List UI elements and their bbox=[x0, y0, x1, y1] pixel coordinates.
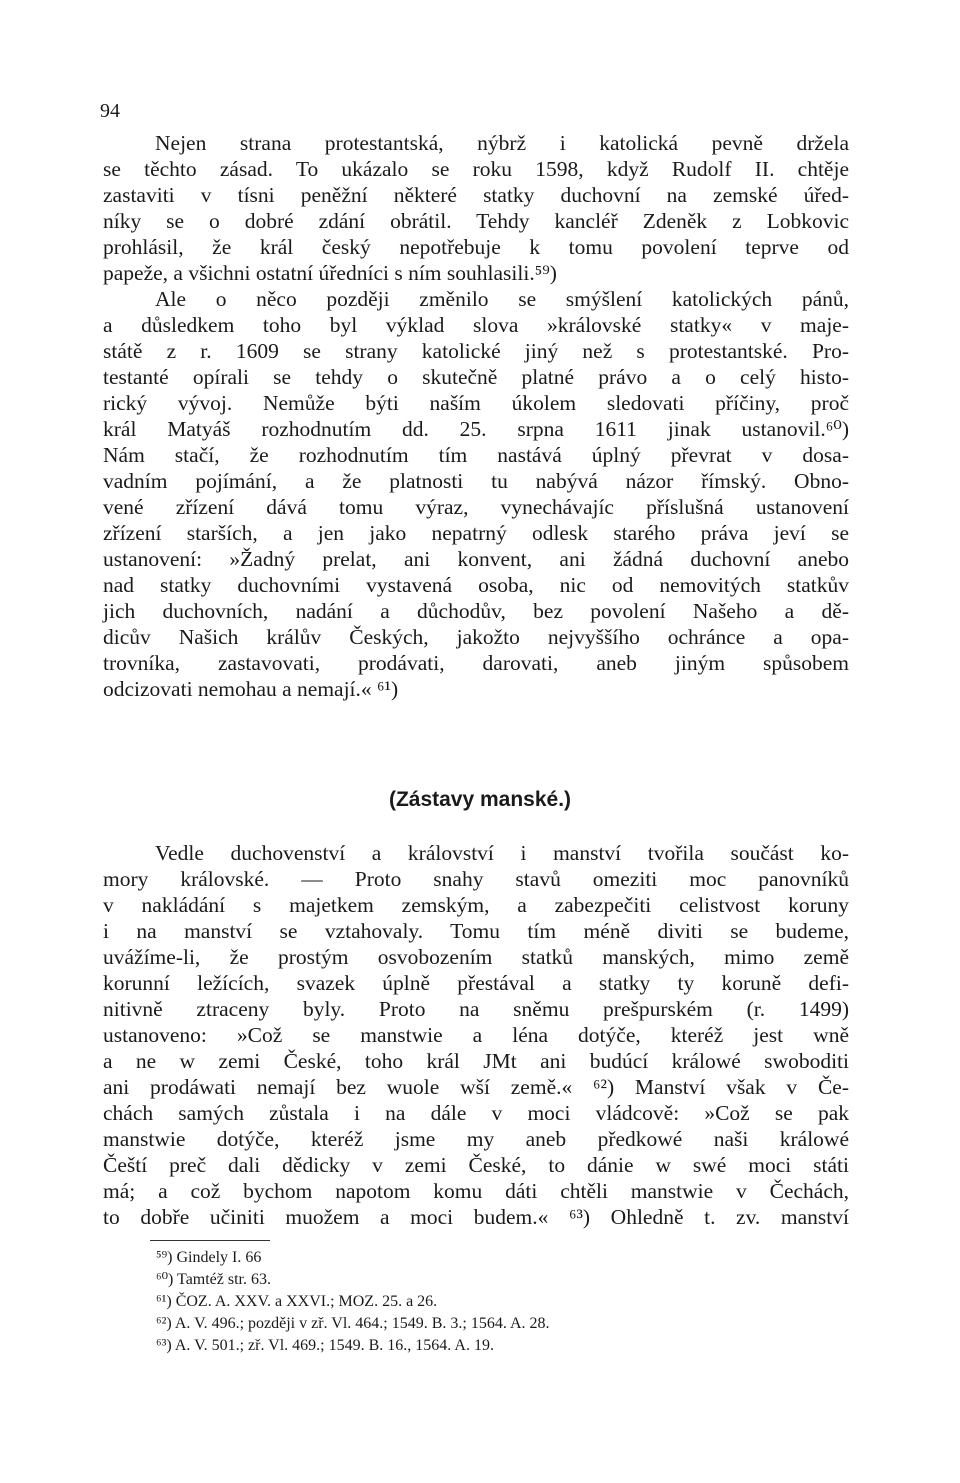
text-line: korunní ležících, svazek úplně přestával a statky ty koruně defi- bbox=[103, 971, 849, 995]
text-line: to dobře učiniti muožem a moci budem.« ⁶³) Ohledně t. zv. manství bbox=[103, 1205, 849, 1229]
text-line: král Matyáš rozhodnutím dd. 25. srpna 1611 jinak ustanovil.⁶⁰) bbox=[103, 417, 849, 441]
text-line: ani prodáwati nemají bez wuole wší země.« ⁶²) Manství však v Če- bbox=[103, 1075, 849, 1099]
text-line: uvážíme-li, že prostým osvobozením statků manských, mimo země bbox=[103, 945, 849, 969]
text-line: i na manství se vztahovaly. Tomu tím méně diviti se budeme, bbox=[103, 919, 849, 943]
text-line: trovníka, zastavovati, prodávati, darovati, aneb jiným spůsobem bbox=[103, 651, 849, 675]
text-line: má; a což bychom napotom komu dáti chtěli manstwie v Čechách, bbox=[103, 1179, 849, 1203]
text-line: ustanovení: »Žadný prelat, ani konvent, ani žádná duchovní anebo bbox=[103, 547, 849, 571]
text-line: dicův Našich králův Českých, jakožto nejvyššího ochránce a opa- bbox=[103, 625, 849, 649]
text-line: Nejen strana protestantská, nýbrž i katolická pevně držela bbox=[155, 131, 849, 155]
text-line: testanté opírali se tehdy o skutečně platné právo a o celý histo- bbox=[103, 365, 849, 389]
footnote: ⁵⁹) Gindely I. 66 bbox=[156, 1249, 262, 1266]
page-number: 94 bbox=[100, 100, 120, 122]
text-line: státě z r. 1609 se strany katolické jiný než s protestantské. Pro- bbox=[103, 339, 849, 363]
text-line: mory královské. — Proto snahy stavů omeziti moc panovníků bbox=[103, 867, 849, 891]
footnote: ⁶¹) ČOZ. A. XXV. a XXVI.; MOZ. 25. a 26. bbox=[156, 1293, 438, 1310]
text-line: a ne w zemi České, toho král JMt ani budúcí králowé swoboditi bbox=[103, 1049, 849, 1073]
text-line: nad statky duchovními vystavená osoba, nic od nemovitých statkův bbox=[103, 573, 849, 597]
text-line: prohlásil, že král český nepotřebuje k tomu povolení teprve od bbox=[103, 235, 849, 259]
text-line: rický vývoj. Nemůže býti naším úkolem sledovati příčiny, proč bbox=[103, 391, 849, 415]
text-line: Čeští preč dali dědicky v zemi České, to dánie w swé moci státi bbox=[103, 1153, 849, 1177]
footnote: ⁶⁰) Tamtéž str. 63. bbox=[156, 1271, 271, 1288]
footnote: ⁶²) A. V. 496.; později v zř. Vl. 464.; 1549. B. 3.; 1564. A. 28. bbox=[156, 1315, 550, 1332]
text-line: papeže, a všichni ostatní úředníci s ním souhlasili.⁵⁹) bbox=[103, 261, 557, 285]
text-line: Vedle duchovenství a království i manství tvořila součást ko- bbox=[155, 841, 849, 865]
footnote-rule bbox=[150, 1240, 270, 1241]
section-heading: (Zástavy manské.) bbox=[388, 788, 572, 811]
text-line: jich duchovních, nadání a důchodův, bez povolení Našeho a dě- bbox=[103, 599, 849, 623]
text-line: zastaviti v tísni peněžní některé statky duchovní na zemské úřed- bbox=[103, 183, 849, 207]
text-line: manstwie dotýče, kteréž jsme my aneb předkowé naši králowé bbox=[103, 1127, 849, 1151]
text-line: nitivně ztraceny byly. Proto na sněmu prešpurském (r. 1499) bbox=[103, 997, 849, 1021]
text-line: níky se o dobré zdání obrátil. Tehdy kancléř Zdeněk z Lobkovic bbox=[103, 209, 849, 233]
text-line: zřízení starších, a jen jako nepatrný odlesk starého práva jeví se bbox=[103, 521, 849, 545]
text-line: odcizovati nemohau a nemají.« ⁶¹) bbox=[103, 677, 399, 701]
footnote: ⁶³) A. V. 501.; zř. Vl. 469.; 1549. B. 16., 1564. A. 19. bbox=[156, 1337, 494, 1354]
text-line: Nám stačí, že rozhodnutím tím nastává úplný převrat v dosa- bbox=[103, 443, 849, 467]
text-line: v nakládání s majetkem zemským, a zabezpečiti celistvost koruny bbox=[103, 893, 849, 917]
text-line: se těchto zásad. To ukázalo se roku 1598, když Rudolf II. chtěje bbox=[103, 157, 849, 181]
text-line: vené zřízení dává tomu výraz, vynechávajíc příslušná ustanovení bbox=[103, 495, 849, 519]
text-line: ustanoveno: »Což se manstwie a léna dotýče, kteréž jest wně bbox=[103, 1023, 849, 1047]
text-line: vadním pojímání, a že platnosti tu nabývá názor římský. Obno- bbox=[103, 469, 849, 493]
text-line: Ale o něco později změnilo se smýšlení katolických pánů, bbox=[155, 287, 849, 311]
text-line: chách samých zůstala i na dále v moci vládcově: »Což se pak bbox=[103, 1101, 849, 1125]
text-line: a důsledkem toho byl výklad slova »královské statky« v maje- bbox=[103, 313, 849, 337]
